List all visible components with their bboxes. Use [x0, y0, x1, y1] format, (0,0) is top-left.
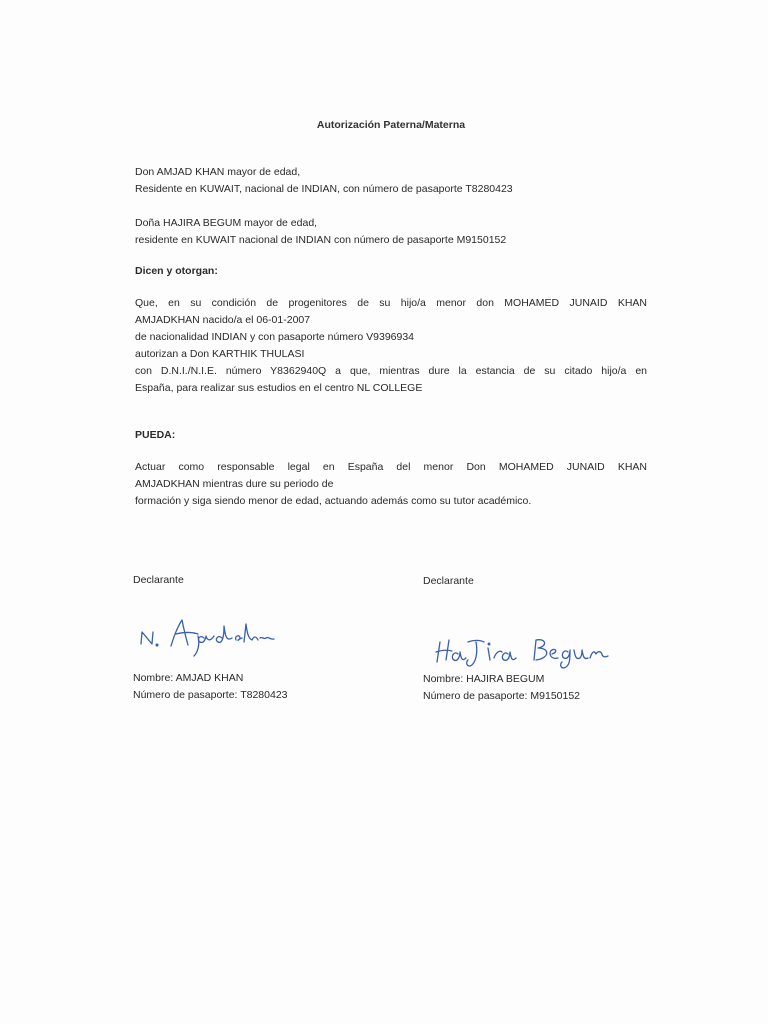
- signature-amjad-khan: [138, 612, 308, 662]
- father-section: [135, 164, 647, 198]
- signature-hajira-begum: [434, 632, 614, 672]
- dicen-line: de nacionalidad INDIAN y con pasaporte número V9396934: [135, 331, 415, 343]
- dicen-heading: Dicen y otorgan:: [135, 265, 218, 277]
- dicen-line: España, para realizar sus estudios en el centro NL COLLEGE: [135, 382, 423, 394]
- signatory-1-details: [133, 670, 288, 704]
- pueda-line: AMJADKHAN mientras dure su periodo de: [135, 478, 334, 490]
- dicen-line: AMJADKHAN nacido/a el 06-01-2007: [135, 314, 311, 326]
- dicen-paragraph: [135, 295, 647, 397]
- signatory-2-pasaporte: Número de pasaporte: M9150152: [423, 690, 581, 702]
- dicen-line: autorizan a Don KARTHIK THULASI: [135, 348, 305, 360]
- signatory-2-nombre: Nombre: HAJIRA BEGUM: [423, 673, 545, 685]
- mother-line-1: Doña HAJIRA BEGUM mayor de edad,: [135, 217, 318, 229]
- pueda-paragraph: [135, 459, 647, 510]
- father-line-1: Don AMJAD KHAN mayor de edad,: [135, 166, 301, 178]
- document-title: Autorización Paterna/Materna: [316, 119, 466, 131]
- signatory-2-details: [423, 671, 580, 705]
- signatory-1-pasaporte: Número de pasaporte: T8280423: [133, 689, 288, 701]
- declarante-label-2: Declarante: [423, 575, 474, 587]
- signatory-1-nombre: Nombre: AMJAD KHAN: [133, 672, 244, 684]
- dicen-line: con D.N.I./N.I.E. número Y8362940Q a que, mientras dure la estancia de su citado hijo/a en: [135, 365, 647, 377]
- father-line-2: Residente en KUWAIT, nacional de INDIAN, con número de pasaporte T8280423: [135, 183, 513, 195]
- mother-section: [135, 215, 647, 249]
- pueda-heading: PUEDA:: [135, 429, 176, 441]
- pueda-line: formación y siga siendo menor de edad, actuando además como su tutor académico.: [135, 495, 532, 507]
- dicen-line: Que, en su condición de progenitores de su hijo/a menor don MOHAMED JUNAID KHAN: [135, 297, 647, 309]
- declarante-label-1: Declarante: [133, 574, 184, 586]
- mother-line-2: residente en KUWAIT nacional de INDIAN con número de pasaporte M9150152: [135, 234, 507, 246]
- pueda-line: Actuar como responsable legal en España del menor Don MOHAMED JUNAID KHAN: [135, 461, 647, 473]
